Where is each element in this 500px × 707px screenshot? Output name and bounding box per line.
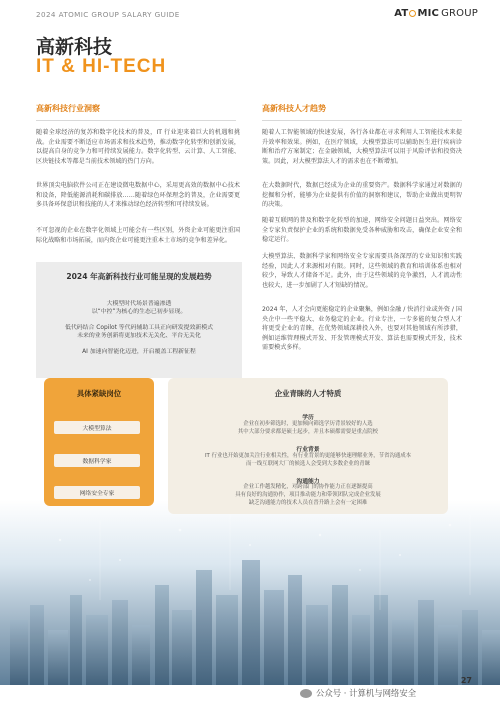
divider <box>262 120 462 121</box>
city-skyline-image <box>0 500 500 685</box>
talent-traits-heading: 企业青睐的人才特质 <box>274 389 342 398</box>
talent-paragraph-1: 随着人工智能领域的快速发展，各行各业都在寻求利用人工智能技术来提升效率和效果。例如，在医疗领域，大模型算法可以辅助医生进行疾病诊断和治疗方案制定；在金融领域，大模型算法可以用于风险评估和投资决策。因此，对大模型算法人才的需求也在不断增加。 <box>262 129 462 165</box>
guide-title: 2024 ATOMIC GROUP SALARY GUIDE <box>36 10 180 19</box>
logo-ring-icon <box>409 10 416 17</box>
industry-insight-heading: 高新科技行业洞察 <box>36 104 100 113</box>
trait-text-communication: 企业工作越发精化，对跨部门的协作能力正在逐渐提高 具有良好的沟通协作，项目推动能力和带领团队完成企业发展 缺乏沟通能力的技术人员在晋升路上会有一定困难 <box>235 484 381 506</box>
trend-box <box>36 262 242 378</box>
trait-title-education: 学历 <box>302 415 314 421</box>
logo-text-mic: MIC <box>417 8 440 19</box>
trait-title-communication: 沟通能力 <box>296 479 320 485</box>
talent-paragraph-3: 随着互联网的普及和数字化转型的加速，网络安全问题日益突出。网络安全专家负责保护企业的系统和数据免受各种威胁和攻击，确保企业安全和稳定运行。 <box>262 217 462 244</box>
page-title-zh: 高新科技 <box>36 36 113 58</box>
insight-paragraph-3: 不可忽视的企业在数字化领域上可能会有一些区别，外资企业可能更注重国际化战略和市场拓展，而内资企业可能更注重本土市场的竞争和差异化。 <box>36 227 240 244</box>
logo-text-group: GROUP <box>441 8 478 19</box>
trend-item-1: 大模型时代场景普遍渗透 以“中控”为核心的生态已初步显现。 <box>91 301 187 316</box>
trait-text-industry: IT 行业也开始更加关注行业相关性，有行业背景的更能够快速理解业务，节省沟通成本 而一线互联网大厂的候选人会受到大多数企业的青睐 <box>204 453 412 467</box>
role-item-llm-algorithm: 大模型算法 <box>54 421 140 434</box>
page-number: 27 <box>460 676 472 685</box>
trait-title-industry: 行业背景 <box>296 447 320 453</box>
insight-paragraph-2: 世界顶尖电脑软件公司正在建设微电数据中心，采用更高效的数据中心技术和设备，降低能源消耗和碳排放……随着绿色环保理念的普及，企业需要更多具备环保意识和技能的人才来推动绿色经济转型和可持续发展。 <box>36 182 240 209</box>
role-item-security-expert: 网络安全专家 <box>54 486 140 499</box>
insight-paragraph-1: 随着全球经济的复苏和数字化技术的普及，IT 行业迎来着巨大的机遇和挑战。企业需要不断适应市场需求和技术趋势，推动数字化转型和创新发展，以提高自身的竞争力和可持续发展能力。数字化转型、云计算、人工智能、区块链技术等都是当前技术领域的热门方向。 <box>36 129 240 165</box>
shortage-roles-panel <box>44 378 154 506</box>
divider <box>36 120 236 121</box>
wechat-icon <box>300 689 312 698</box>
watermark-text: 公众号 · 计算机与网络安全 <box>316 688 417 698</box>
talent-paragraph-5: 2024 年，人才会向更能稳定的企业聚集，例如金融 / 快消行业或外资 / 国央企中一些平稳大、业务稳定的企业。行业专注，一专多能的复合型人才将更受企业的青睐，在优势领域深耕投入外，也要对其他领域有所涉猎，例如运维管理模式开发、开发管理模式开发、算法也需要模式开发，技术需要模式多样。 <box>262 306 462 352</box>
talent-paragraph-4: 大模型算法、数据科学家和网络安全专家需要具备深厚的专业知识和实践经验，因此人才来源相对有限。同时，这些领域的教育和培训体系也相对较少，导致人才储备不足。此外，由于这些领域的竞争激烈，人才流动性也较大，进一步加剧了人才短缺的情况。 <box>262 253 462 289</box>
talent-paragraph-2: 在大数据时代，数据已经成为企业的重要资产。数据科学家通过对数据的挖掘和分析，能够为企业提供有价值的洞察和建议，帮助企业做出更明智的决策。 <box>262 182 462 209</box>
atomic-group-logo <box>394 8 478 19</box>
trend-item-3: AI 加速向智能化迈进，开启覆盖工程新征程 <box>82 349 196 355</box>
trend-heading: 2024 年高新科技行业可能呈现的发展趋势 <box>66 272 212 281</box>
roles-heading: 具体紧缺岗位 <box>76 389 122 398</box>
logo-text-at: AT <box>394 8 409 19</box>
trait-text-education: 企业在初步筛选时，更加倾向筛选学历背景较好的人选 其中大部分要求都是硕士起步，并且本硕都需要是重点院校 <box>237 421 379 435</box>
page-title-en: IT & HI-TECH <box>36 56 167 77</box>
talent-traits-panel <box>168 378 448 514</box>
trend-item-2: 低代码结合 Copilot 等代码辅助工具正向研发提效新模式 未来的业务创新将更加技术无关化、平台无关化 <box>64 325 214 340</box>
watermark <box>300 687 416 699</box>
talent-trend-heading: 高新科技人才趋势 <box>262 104 326 113</box>
role-item-data-scientist: 数据科学家 <box>54 454 140 467</box>
